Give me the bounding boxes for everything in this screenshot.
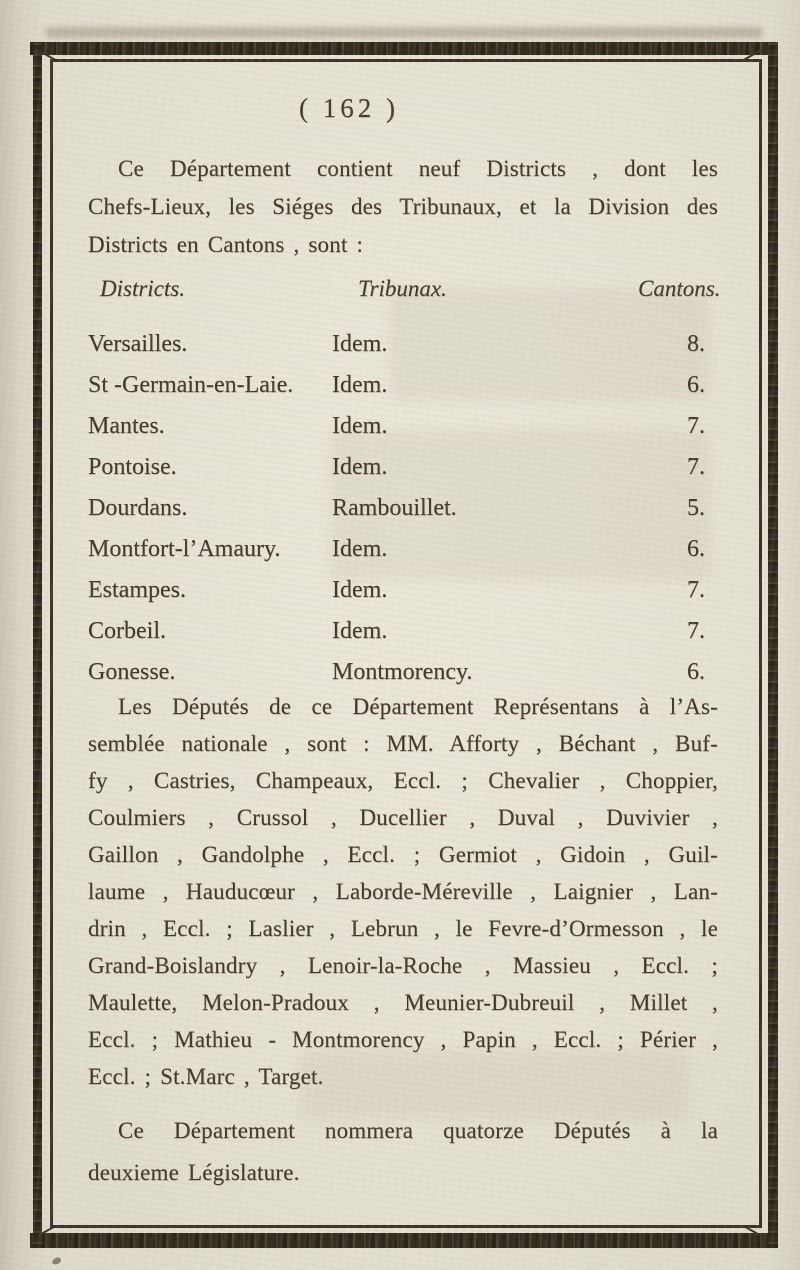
header-districts: Districts. bbox=[100, 276, 185, 301]
deputies-line: Les Députés de ce Département Représentans à l’As- bbox=[118, 694, 718, 719]
deputies-line: semblée nationale , sont : MM. Afforty , Béchant , Buf- bbox=[88, 731, 718, 756]
ornamental-border-right bbox=[768, 42, 778, 1248]
ink-speck bbox=[51, 1257, 62, 1266]
deputies-line: Maulette, Melon-Pradoux , Meunier-Dubreuil , Millet , bbox=[88, 990, 718, 1015]
cantons-count-cell: 5. bbox=[687, 495, 705, 521]
tribunal-cell: Idem. bbox=[332, 413, 388, 439]
cantons-count-cell: 6. bbox=[687, 372, 705, 398]
deputies-line: fy , Castries, Champeaux, Eccl. ; Chevalier , Choppier, bbox=[88, 768, 718, 793]
districts-table bbox=[88, 331, 718, 700]
table-row bbox=[88, 536, 718, 577]
page-number: ( 162 ) bbox=[299, 93, 399, 123]
cantons-count-cell: 7. bbox=[687, 577, 705, 603]
deputies-line: drin , Eccl. ; Laslier , Lebrun , le Fevre-d’Ormesson , le bbox=[88, 916, 718, 941]
district-name-cell: St -Germain-en-Laie. bbox=[88, 372, 294, 398]
closing-paragraph bbox=[88, 1110, 718, 1194]
ornamental-border-left bbox=[33, 42, 42, 1248]
deputies-line: laume , Hauducœur , Laborde-Méreville , Laignier , Lan- bbox=[88, 879, 718, 904]
cantons-count-cell: 6. bbox=[687, 536, 705, 562]
deputies-line: Eccl. ; Mathieu - Montmorency , Papin , Eccl. ; Périer , bbox=[88, 1027, 718, 1052]
cantons-count-cell: 7. bbox=[687, 454, 705, 480]
district-name-cell: Versailles. bbox=[88, 331, 188, 357]
table-row bbox=[88, 618, 718, 659]
cantons-count-cell: 6. bbox=[687, 659, 705, 685]
district-name-cell: Dourdans. bbox=[88, 495, 188, 521]
intro-line: Chefs-Lieux, les Siéges des Tribunaux, et la Division des bbox=[88, 194, 718, 219]
header-cantons: Cantons. bbox=[638, 276, 721, 301]
page-edge-shadow bbox=[46, 27, 762, 38]
table-row bbox=[88, 495, 718, 536]
table-row bbox=[88, 577, 718, 618]
table-row bbox=[88, 413, 718, 454]
cantons-count-cell: 7. bbox=[687, 413, 705, 439]
closing-line: Ce Département nommera quatorze Députés à la bbox=[118, 1118, 718, 1143]
tribunal-cell: Idem. bbox=[332, 454, 388, 480]
table-row bbox=[88, 372, 718, 413]
tribunal-cell: Idem. bbox=[332, 331, 388, 357]
district-name-cell: Estampes. bbox=[88, 577, 186, 603]
cantons-count-cell: 7. bbox=[687, 618, 705, 644]
deputies-line: Grand-Boislandry , Lenoir-la-Roche , Massieu , Eccl. ; bbox=[88, 953, 718, 978]
district-name-cell: Corbeil. bbox=[88, 618, 166, 644]
district-name-cell: Gonesse. bbox=[88, 659, 176, 685]
header-tribunaux: Tribunax. bbox=[358, 276, 447, 301]
cantons-count-cell: 8. bbox=[687, 331, 705, 357]
tribunal-cell: Idem. bbox=[332, 618, 388, 644]
intro-line: Ce Département contient neuf Districts , dont les bbox=[118, 156, 718, 181]
ornamental-border-bottom bbox=[30, 1233, 778, 1248]
ornamental-border-top bbox=[30, 42, 778, 55]
table-header-row bbox=[88, 276, 721, 306]
intro-line: Districts en Cantons , sont : bbox=[88, 232, 364, 257]
table-row bbox=[88, 454, 718, 495]
deputies-line: Gaillon , Gandolphe , Eccl. ; Germiot , Gidoin , Guil- bbox=[88, 842, 718, 867]
deputies-line: Eccl. ; St.Marc , Target. bbox=[88, 1064, 324, 1089]
district-name-cell: Montfort-l’Amaury. bbox=[88, 536, 281, 562]
deputies-line: Coulmiers , Crussol , Ducellier , Duval , Duvivier , bbox=[88, 805, 718, 830]
deputies-paragraph bbox=[88, 688, 718, 1095]
closing-line: deuxieme Législature. bbox=[88, 1160, 300, 1185]
table-row bbox=[88, 331, 718, 372]
tribunal-cell: Idem. bbox=[332, 372, 388, 398]
tribunal-cell: Rambouillet. bbox=[332, 495, 457, 521]
tribunal-cell: Montmorency. bbox=[332, 659, 473, 685]
intro-paragraph bbox=[88, 150, 718, 264]
tribunal-cell: Idem. bbox=[332, 577, 388, 603]
district-name-cell: Pontoise. bbox=[88, 454, 177, 480]
tribunal-cell: Idem. bbox=[332, 536, 388, 562]
district-name-cell: Mantes. bbox=[88, 413, 165, 439]
